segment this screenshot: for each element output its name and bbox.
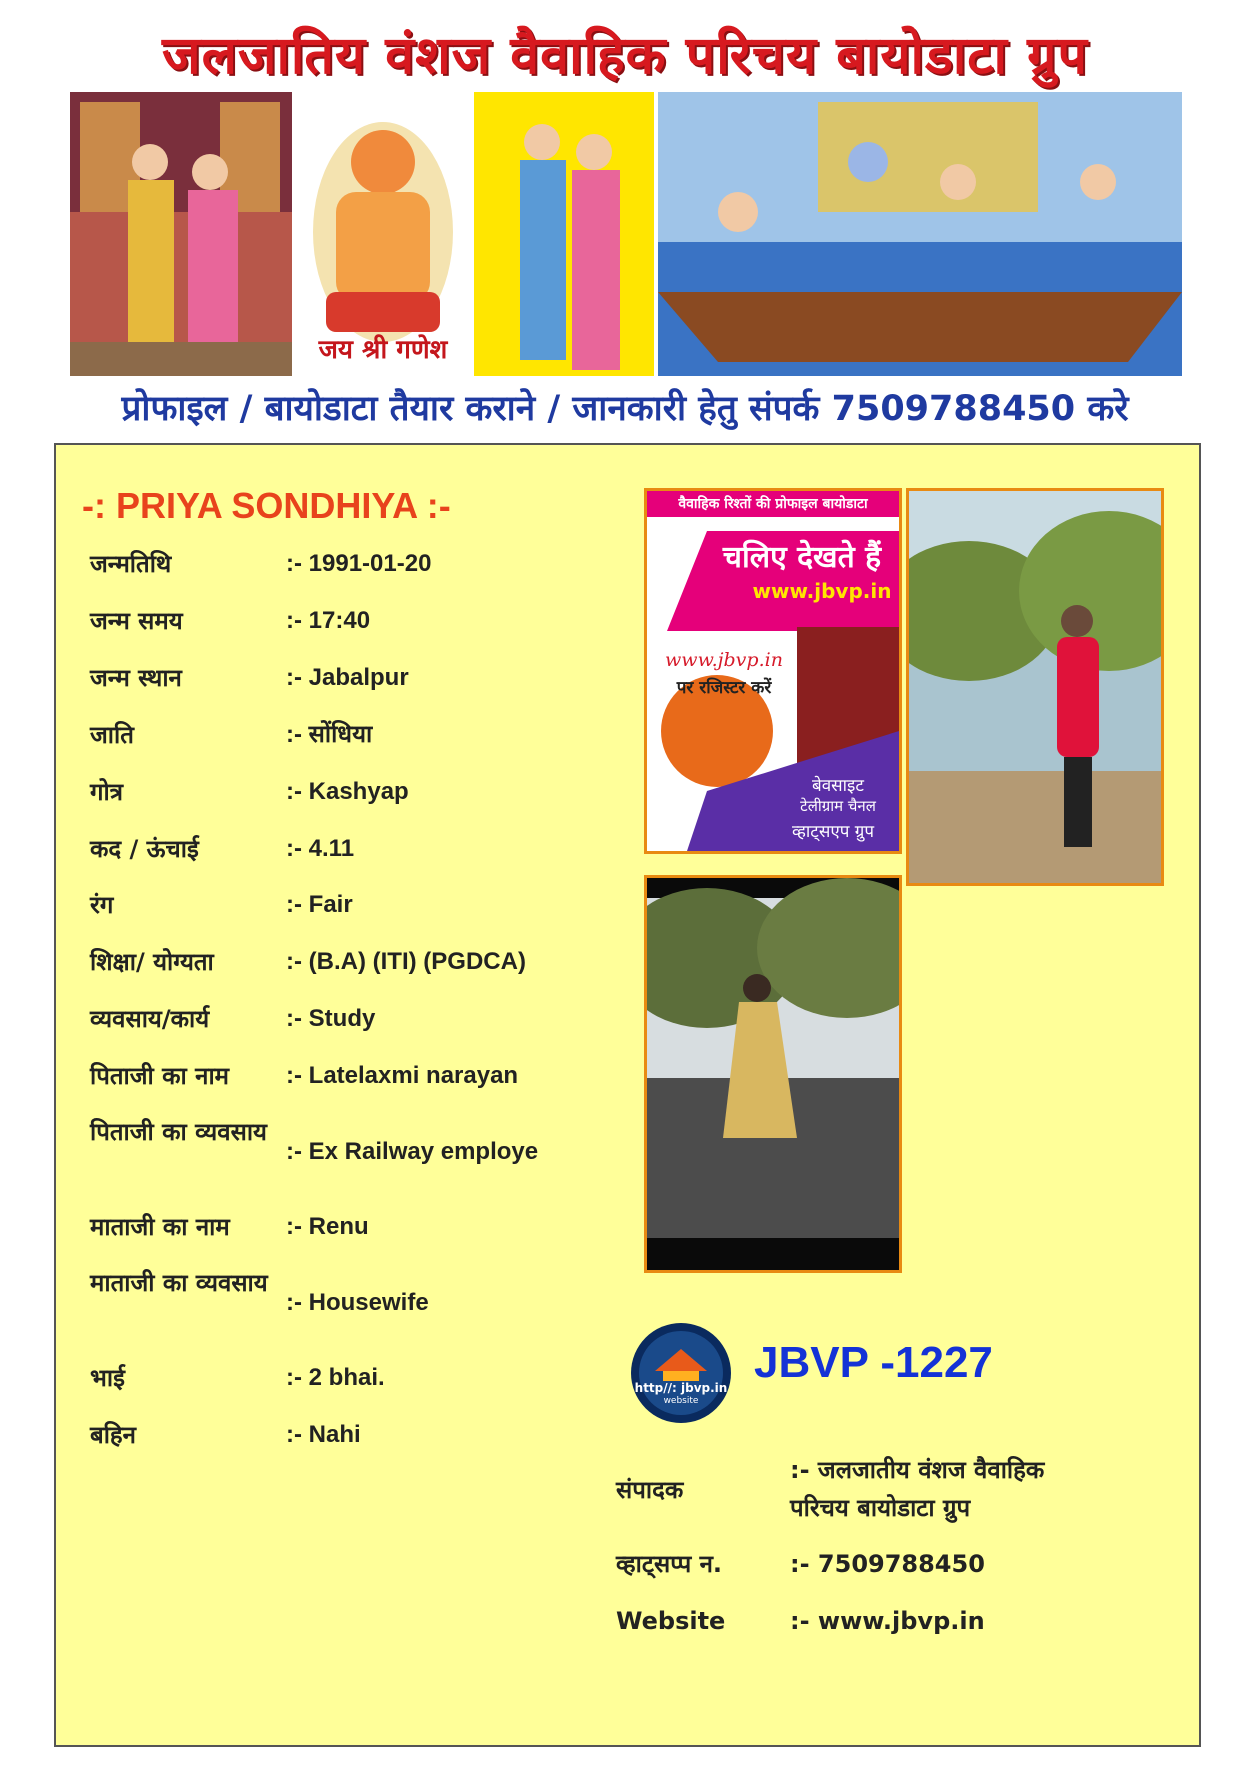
promo-register: पर रजिस्टर करें [676, 678, 772, 698]
candidate-name: -: PRIYA SONDHIYA :- [82, 485, 451, 526]
field-label: जन्म समय [90, 607, 183, 635]
field-value: :- सोंधिया [286, 721, 373, 748]
banner-image-ganesh [296, 92, 470, 376]
field-row-father-occupation [90, 1113, 610, 1193]
field-label: भाई [90, 1364, 125, 1392]
promo-channel: व्हाट्सएप ग्रुप [791, 822, 875, 842]
website-value: :- www.jbvp.in [790, 1607, 985, 1635]
field-value: :- Kashyap [286, 778, 409, 805]
field-label: पिताजी का व्यवसाय [90, 1118, 267, 1146]
whatsapp-value: :- 7509788450 [790, 1550, 985, 1578]
field-value: :- 17:40 [286, 607, 371, 634]
website-label: Website [616, 1607, 726, 1635]
banner-image-wedding [70, 92, 292, 376]
biodata-card [54, 443, 1201, 1747]
field-label: बहिन [90, 1421, 136, 1449]
field-label: पिताजी का नाम [90, 1062, 230, 1090]
logo-text: http//: jbvp.in [634, 1381, 728, 1395]
field-value: :- Fair [286, 891, 353, 918]
candidate-photo-outdoor [906, 488, 1164, 886]
field-value: :- (B.A) (ITI) (PGDCA) [286, 948, 526, 975]
field-value: :- 2 bhai. [286, 1364, 385, 1391]
jbvp-logo [629, 1321, 733, 1425]
field-label: जन्म स्थान [90, 664, 182, 692]
field-label: शिक्षा/ योग्यता [90, 948, 214, 976]
ganesh-caption: जय श्री गणेश [318, 335, 448, 365]
editor-row [616, 1451, 1136, 1531]
field-label: रंग [90, 891, 114, 919]
field-label: गोत्र [90, 778, 123, 806]
promo-poster [644, 488, 902, 854]
candidate-photo-street [644, 875, 902, 1273]
contact-line: प्रोफाइल / बायोडाटा तैयार कराने / जानकारी हेतु संपर्क 7509788450 करे [121, 389, 1129, 429]
field-label: व्यवसाय/कार्य [90, 1005, 210, 1033]
logo-sub: website [663, 1396, 699, 1406]
field-label: जाति [90, 721, 134, 749]
promo-site-italic: www.jbvp.in [665, 649, 783, 671]
field-value: :- 4.11 [286, 835, 355, 862]
banner-image-boat [658, 92, 1182, 376]
editor-label: संपादक [616, 1476, 684, 1504]
field-value: :- 1991-01-20 [286, 550, 432, 577]
promo-headline: चलिए देखते हैं [722, 540, 882, 575]
editor-value: :- जलजातीय वंशज वैवाहिक परिचय बायोडाटा ग्रुप [790, 1456, 1045, 1522]
banner-image-ram-sita [474, 92, 654, 376]
field-value: :- Nahi [286, 1421, 361, 1448]
field-value: :- Ex Railway employe [286, 1138, 539, 1165]
promo-channel: टेलीग्राम चैनल [800, 797, 876, 815]
promo-channel: बेवसाइट [812, 776, 864, 796]
promo-site: www.jbvp.in [752, 579, 892, 603]
field-value: :- Study [286, 1005, 376, 1032]
field-value: :- Latelaxmi narayan [286, 1062, 519, 1089]
field-value: :- Renu [286, 1213, 369, 1240]
field-row-mother-occupation [90, 1264, 610, 1344]
page-title: जलजातिय वंशज वैवाहिक परिचय बायोडाटा ग्रुप [162, 26, 1088, 86]
field-label: माताजी का नाम [90, 1213, 230, 1241]
field-label: माताजी का व्यवसाय [90, 1269, 268, 1297]
profile-id: JBVP -1227 [754, 1338, 993, 1387]
whatsapp-label: व्हाट्सप्प न. [616, 1550, 723, 1578]
field-value: :- Housewife [286, 1289, 429, 1316]
field-value: :- Jabalpur [286, 664, 409, 691]
field-label: कद / ऊंचाई [90, 835, 199, 863]
promo-top-text: वैवाहिक रिश्तों की प्रोफाइल बायोडाटा [678, 496, 868, 512]
field-label: जन्मतिथि [90, 550, 172, 578]
